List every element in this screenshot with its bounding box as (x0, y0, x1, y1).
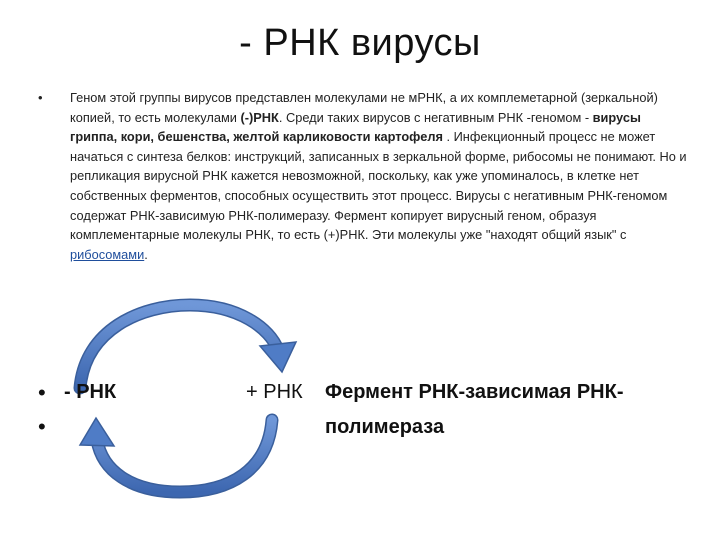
paragraph-text: . (144, 246, 148, 262)
plus-rna-label: + РНК (246, 381, 303, 403)
bullet-icon: • (38, 90, 43, 105)
body-paragraph (70, 88, 690, 264)
paragraph-text: Геном этой группы вирусов представлен молекулами не мРНК, а их комплеметарной (зеркальной) копией, то есть молекулами (70, 90, 658, 125)
cycle-arrows-diagram (0, 290, 720, 530)
enzyme-label-line2: полимераза (325, 416, 445, 438)
bullet-icon: • (38, 380, 46, 405)
paragraph-text: . Инфекционный процесс не может начаться с синтеза белков: инструкций, записанных в зеркальной форме, рибосомы не понимают. Но и репликация вирусной РНК кажется невозможной, поскольку, как уже упоминалось, в клетке нет собственных ферментов, способных осуществить этот процесс. Вирусы с негативным РНК-геномом содержат РНК-зависимую РНК-полимеразу. Фермент копирует вирусный геном, образуя комплементарные молекулы РНК, то есть (+)РНК. Эти молекулы уже "находят общий язык" с (70, 129, 687, 243)
virus-list-bold: вирусы гриппа, кори, бешенства, желтой карликовости картофеля (70, 109, 641, 145)
bullet-icon: • (38, 414, 46, 439)
slide-title: - РНК вирусы (239, 22, 481, 64)
enzyme-label-line1: Фермент РНК-зависимая РНК- (325, 381, 624, 403)
minus-rna-label: - РНК (64, 381, 117, 403)
minus-rna-bold: (-)РНК (240, 109, 279, 125)
paragraph-text: . Среди таких вирусов с негативным РНК -геномом - (278, 109, 593, 125)
bottom-curved-arrow (80, 418, 272, 492)
ribosomes-link[interactable]: рибосомами (70, 246, 145, 262)
top-curved-arrow (80, 305, 296, 388)
